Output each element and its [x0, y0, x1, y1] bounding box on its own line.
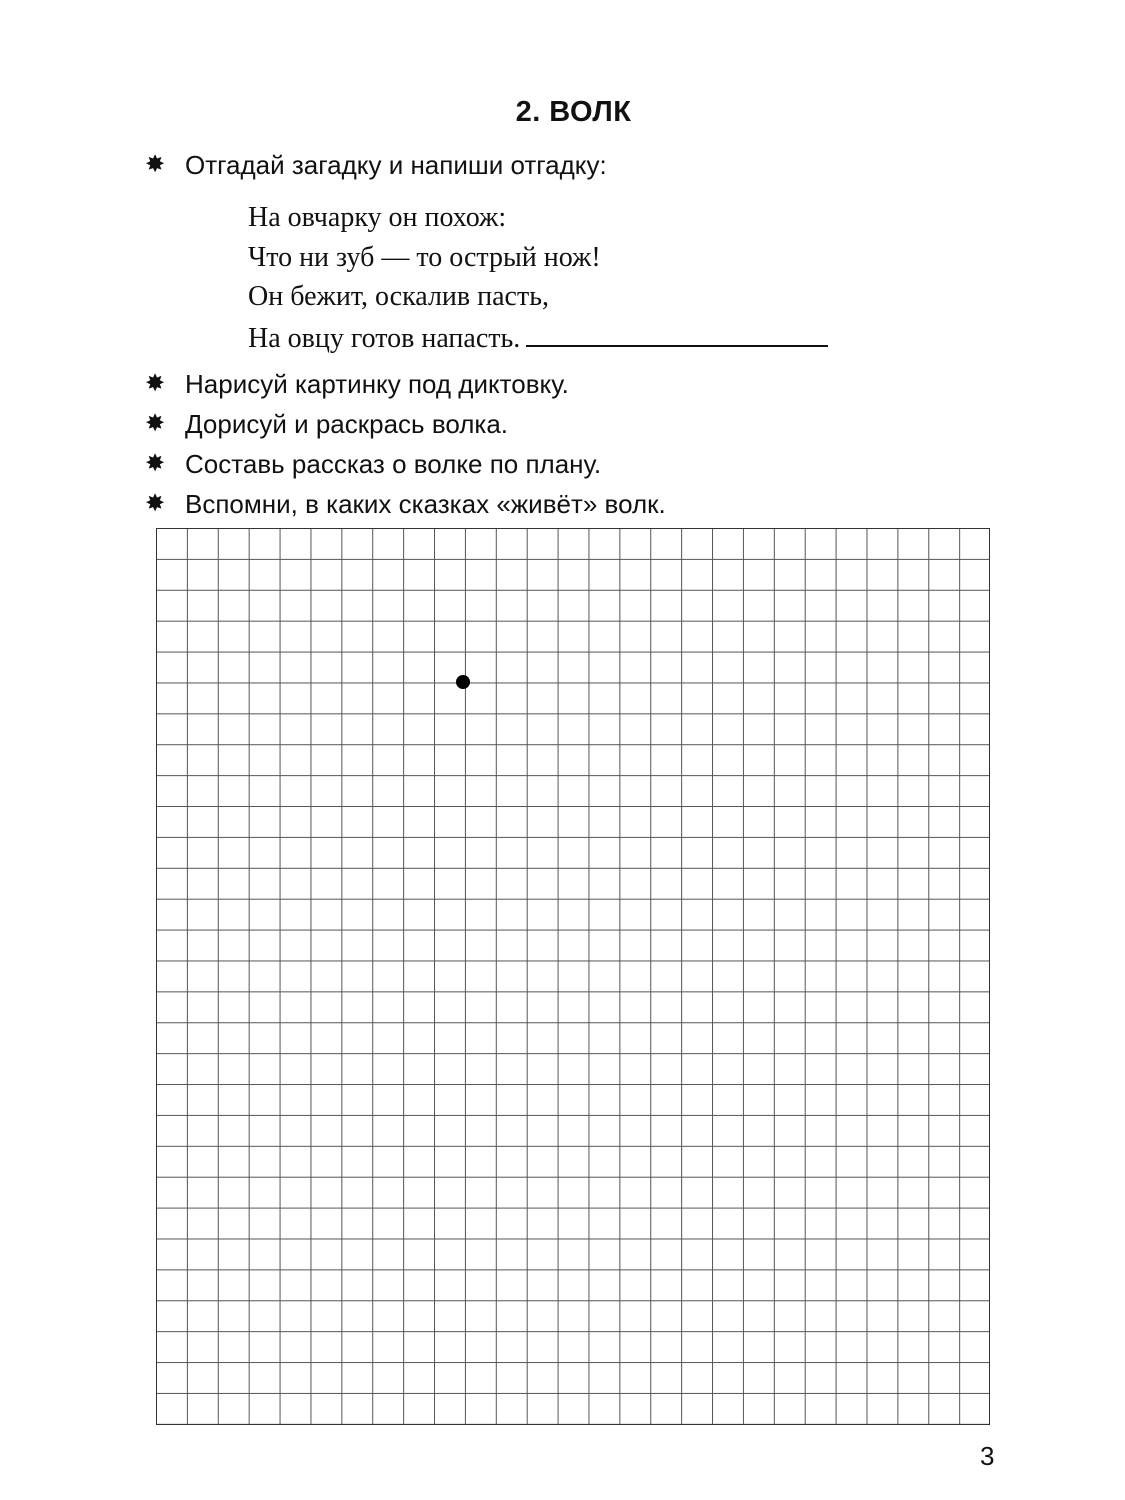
star-bullet-icon: ✸ [145, 410, 166, 437]
drawing-grid[interactable] [156, 528, 990, 1425]
task-write-story [145, 449, 601, 479]
riddle-line: Он бежит, оскалив пасть, [248, 281, 549, 312]
star-bullet-icon: ✸ [145, 151, 166, 178]
riddle-poem [248, 198, 828, 358]
task-finish-drawing [145, 409, 508, 439]
task-draw-dictation [145, 369, 569, 399]
riddle-line: Что ни зуб — то острый нож! [248, 241, 601, 273]
start-point-dot [456, 675, 470, 689]
star-bullet-icon: ✸ [145, 490, 166, 517]
star-bullet-icon: ✸ [145, 450, 166, 477]
page-title: 2. ВОЛК [515, 96, 632, 128]
task-guess-riddle [145, 150, 607, 180]
riddle-line-with-answer [248, 317, 828, 359]
task-text: Вспомни, в каких сказках «живёт» волк. [185, 489, 666, 519]
riddle-line: На овчарку он похож: [248, 202, 507, 233]
task-text: Составь рассказ о волке по плану. [185, 449, 602, 479]
task-text: Нарисуй картинку под диктовку. [185, 369, 569, 399]
star-bullet-icon: ✸ [145, 370, 166, 397]
task-text: Отгадай загадку и напиши отгадку: [185, 150, 607, 180]
answer-blank[interactable] [526, 317, 828, 347]
task-text: Дорисуй и раскрась волка. [185, 409, 509, 439]
riddle-line: На овцу готов напасть. [248, 322, 521, 354]
task-remember-tales [145, 489, 666, 519]
page-number: 3 [980, 1441, 995, 1471]
